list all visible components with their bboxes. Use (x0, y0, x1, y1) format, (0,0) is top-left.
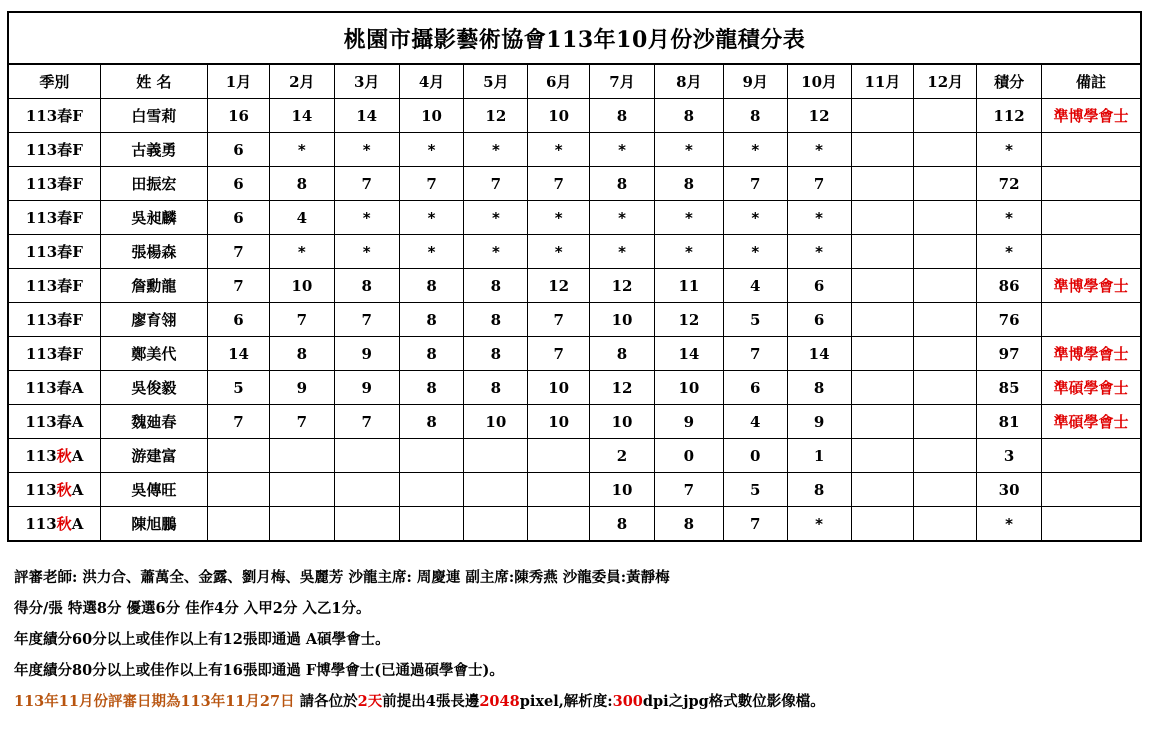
month-score: * (464, 201, 528, 235)
month-score: 8 (399, 337, 464, 371)
table-row (8, 337, 1141, 371)
column-header: 姓 名 (100, 64, 207, 99)
month-score: 6 (208, 303, 270, 337)
month-score: 10 (269, 269, 334, 303)
season-part: 春 (56, 413, 72, 431)
month-score: * (723, 133, 787, 167)
month-score: 7 (334, 167, 399, 201)
season-part: F (72, 141, 83, 159)
month-score (528, 439, 590, 473)
month-score: * (334, 201, 399, 235)
month-score: 8 (464, 371, 528, 405)
month-score: * (654, 201, 723, 235)
member-name: 魏廸春 (100, 405, 207, 439)
column-header: 11月 (851, 64, 914, 99)
remark-cell: 準博學會士 (1042, 337, 1142, 371)
total-score: 3 (977, 439, 1042, 473)
remark-cell (1042, 303, 1142, 337)
month-score: 7 (723, 167, 787, 201)
total-score: * (977, 507, 1042, 542)
member-name: 吳昶麟 (100, 201, 207, 235)
month-score: * (654, 235, 723, 269)
month-score: 8 (590, 99, 655, 133)
season-part: A (71, 447, 84, 465)
column-header: 7月 (590, 64, 655, 99)
column-header: 6月 (528, 64, 590, 99)
month-score (464, 507, 528, 542)
month-score: * (334, 133, 399, 167)
total-score: 97 (977, 337, 1042, 371)
season-part: 春 (57, 277, 73, 295)
month-score: 1 (787, 439, 851, 473)
month-score: 7 (528, 167, 590, 201)
column-header: 備註 (1042, 64, 1142, 99)
month-score: 8 (399, 303, 464, 337)
member-name: 陳旭鵬 (100, 507, 207, 542)
month-score: 14 (269, 99, 334, 133)
month-score (851, 167, 914, 201)
deadline-text: 前提出4張長邊 (382, 693, 480, 710)
season-part: 春 (57, 175, 73, 193)
month-score: 4 (723, 405, 787, 439)
season-part: 春 (57, 243, 73, 261)
page-title: 桃園市攝影藝術協會113年10月份沙龍積分表 (8, 12, 1141, 64)
month-score: * (399, 201, 464, 235)
season-cell (8, 337, 100, 371)
season-cell (8, 99, 100, 133)
month-score: 8 (399, 371, 464, 405)
month-score: 6 (208, 201, 270, 235)
season-part: F (72, 277, 83, 295)
remark-cell (1042, 507, 1142, 542)
month-score: 9 (787, 405, 851, 439)
deadline-text: dpi之jpg格式數位影像檔。 (642, 693, 825, 710)
month-score: 0 (723, 439, 787, 473)
table-row (8, 507, 1141, 542)
deadline-text: pixel,解析度: (519, 693, 613, 710)
season-part: 113 (25, 209, 58, 227)
month-score (334, 473, 399, 507)
month-score: 14 (208, 337, 270, 371)
month-score: 7 (399, 167, 464, 201)
month-score (269, 507, 334, 542)
season-part: 秋 (56, 481, 72, 499)
month-score (851, 201, 914, 235)
deadline-dpi: 300 (612, 693, 643, 710)
month-score: 8 (334, 269, 399, 303)
month-score: 7 (528, 337, 590, 371)
month-score (464, 439, 528, 473)
month-score: * (399, 133, 464, 167)
month-score: 10 (464, 405, 528, 439)
table-row (8, 167, 1141, 201)
month-score (914, 201, 977, 235)
table-body (8, 99, 1141, 542)
month-score: 10 (590, 473, 655, 507)
month-score (914, 303, 977, 337)
month-score (464, 473, 528, 507)
month-score: 7 (334, 405, 399, 439)
table-row (8, 201, 1141, 235)
column-header: 2月 (269, 64, 334, 99)
month-score: * (590, 235, 655, 269)
table-row (8, 473, 1141, 507)
season-part: F (72, 107, 83, 125)
month-score: 9 (654, 405, 723, 439)
remark-cell (1042, 201, 1142, 235)
month-score: 4 (723, 269, 787, 303)
season-part: A (71, 413, 84, 431)
month-score: 10 (590, 303, 655, 337)
month-score: 8 (590, 507, 655, 542)
month-score: * (269, 235, 334, 269)
season-part: 秋 (56, 447, 72, 465)
month-score: 8 (464, 337, 528, 371)
season-part: 113 (25, 243, 58, 261)
month-score (914, 235, 977, 269)
month-score (914, 507, 977, 542)
month-score (914, 337, 977, 371)
month-score: 9 (334, 371, 399, 405)
season-cell (8, 235, 100, 269)
season-part: 春 (57, 209, 73, 227)
member-name: 游建富 (100, 439, 207, 473)
member-name: 古義勇 (100, 133, 207, 167)
month-score (334, 507, 399, 542)
table-row (8, 99, 1141, 133)
remark-cell (1042, 167, 1142, 201)
month-score: 8 (464, 269, 528, 303)
column-header: 10月 (787, 64, 851, 99)
member-name: 鄭美代 (100, 337, 207, 371)
month-score: 10 (399, 99, 464, 133)
month-score (914, 439, 977, 473)
column-header: 積分 (977, 64, 1042, 99)
scoring-line: 得分/張 特選8分 優選6分 佳作4分 入甲2分 入乙1分。 (14, 600, 371, 617)
month-score: * (723, 235, 787, 269)
month-score: 8 (269, 337, 334, 371)
month-score: 7 (208, 405, 270, 439)
column-header: 5月 (464, 64, 528, 99)
season-cell (8, 405, 100, 439)
month-score: * (464, 235, 528, 269)
column-header: 季別 (8, 64, 100, 99)
month-score: 10 (528, 371, 590, 405)
month-score: 7 (787, 167, 851, 201)
month-score (851, 303, 914, 337)
deadline-pixels: 2048 (479, 693, 520, 710)
season-cell (8, 507, 100, 542)
month-score: 6 (787, 269, 851, 303)
month-score (399, 439, 464, 473)
month-score: 7 (269, 405, 334, 439)
month-score (528, 507, 590, 542)
month-score: 4 (269, 201, 334, 235)
season-part: 秋 (56, 515, 72, 533)
table-row (8, 269, 1141, 303)
deadline-date: 113年11月份評審日期為113年11月27日 (14, 693, 295, 710)
month-score (851, 371, 914, 405)
season-part: 113 (25, 447, 57, 465)
month-score (851, 99, 914, 133)
rule-f-line: 年度績分80分以上或佳作以上有16張即通過 F博學會士(已通過碩學會士)。 (14, 662, 504, 679)
month-score: 12 (787, 99, 851, 133)
season-part: 春 (57, 311, 73, 329)
month-score: 8 (399, 269, 464, 303)
month-score: 9 (269, 371, 334, 405)
total-score: 81 (977, 405, 1042, 439)
month-score: 8 (654, 99, 723, 133)
month-score (914, 473, 977, 507)
month-score: 14 (787, 337, 851, 371)
month-score: 8 (399, 405, 464, 439)
season-part: 113 (25, 107, 58, 125)
month-score: * (654, 133, 723, 167)
month-score: * (269, 133, 334, 167)
month-score: 14 (334, 99, 399, 133)
score-table (7, 11, 1142, 542)
month-score (269, 439, 334, 473)
season-part: 113 (25, 413, 57, 431)
month-score: 8 (723, 99, 787, 133)
month-score: 5 (723, 303, 787, 337)
month-score: 8 (269, 167, 334, 201)
season-part: A (71, 481, 84, 499)
month-score: 6 (787, 303, 851, 337)
season-part: 113 (25, 311, 58, 329)
month-score (851, 133, 914, 167)
month-score: 7 (269, 303, 334, 337)
season-part: F (72, 175, 83, 193)
season-cell (8, 303, 100, 337)
deadline-days: 2天 (357, 693, 383, 710)
month-score: 10 (528, 405, 590, 439)
season-cell (8, 133, 100, 167)
month-score: 6 (208, 133, 270, 167)
month-score: 7 (208, 269, 270, 303)
month-score (851, 269, 914, 303)
total-score: 112 (977, 99, 1042, 133)
season-cell (8, 201, 100, 235)
season-part: F (72, 243, 83, 261)
table-row (8, 235, 1141, 269)
month-score (914, 371, 977, 405)
month-score (208, 473, 270, 507)
table-row (8, 405, 1141, 439)
season-cell (8, 439, 100, 473)
month-score (851, 473, 914, 507)
remark-cell (1042, 473, 1142, 507)
season-cell (8, 269, 100, 303)
season-part: 春 (57, 141, 73, 159)
season-part: 春 (56, 379, 72, 397)
header-row (8, 64, 1141, 99)
table-row (8, 133, 1141, 167)
month-score: * (334, 235, 399, 269)
month-score: 12 (590, 371, 655, 405)
notes-section (14, 562, 1144, 717)
season-part: 113 (25, 175, 58, 193)
member-name: 吳傳旺 (100, 473, 207, 507)
month-score (851, 235, 914, 269)
total-score: 86 (977, 269, 1042, 303)
month-score: 12 (654, 303, 723, 337)
remark-cell: 準博學會士 (1042, 99, 1142, 133)
month-score: * (787, 201, 851, 235)
month-score: * (787, 507, 851, 542)
season-part: 春 (57, 345, 73, 363)
month-score: 0 (654, 439, 723, 473)
month-score: 10 (528, 99, 590, 133)
month-score: 8 (654, 507, 723, 542)
table-row (8, 439, 1141, 473)
season-part: F (72, 345, 83, 363)
table-row (8, 371, 1141, 405)
remark-cell (1042, 133, 1142, 167)
season-part: 113 (25, 345, 58, 363)
remark-cell (1042, 235, 1142, 269)
month-score: 8 (787, 371, 851, 405)
total-score: * (977, 235, 1042, 269)
month-score (914, 167, 977, 201)
month-score (851, 337, 914, 371)
season-part: 113 (25, 515, 57, 533)
column-header: 8月 (654, 64, 723, 99)
month-score: * (723, 201, 787, 235)
table-row (8, 303, 1141, 337)
month-score (914, 269, 977, 303)
season-cell (8, 473, 100, 507)
month-score: * (787, 133, 851, 167)
month-score: 16 (208, 99, 270, 133)
month-score: * (787, 235, 851, 269)
total-score: 30 (977, 473, 1042, 507)
total-score: 72 (977, 167, 1042, 201)
month-score: 6 (723, 371, 787, 405)
rule-a-line: 年度績分60分以上或佳作以上有12張即通過 A碩學會士。 (14, 631, 390, 648)
total-score: 85 (977, 371, 1042, 405)
total-score: * (977, 133, 1042, 167)
month-score: 5 (208, 371, 270, 405)
month-score: 7 (723, 507, 787, 542)
member-name: 白雪莉 (100, 99, 207, 133)
remark-cell: 準碩學會士 (1042, 405, 1142, 439)
month-score: 10 (654, 371, 723, 405)
season-part: A (71, 515, 84, 533)
month-score: 14 (654, 337, 723, 371)
month-score: 10 (590, 405, 655, 439)
member-name: 張楊森 (100, 235, 207, 269)
month-score: * (590, 201, 655, 235)
month-score: 12 (528, 269, 590, 303)
judges-line: 評審老師: 洪力合、蕭萬全、金露、劉月梅、吳麗芳 沙龍主席: 周慶連 副主席:陳秀燕 沙龍委員:黃靜梅 (14, 569, 670, 586)
month-score: * (528, 235, 590, 269)
month-score (334, 439, 399, 473)
column-header: 4月 (399, 64, 464, 99)
month-score (208, 439, 270, 473)
month-score (851, 439, 914, 473)
month-score (851, 405, 914, 439)
month-score: 8 (464, 303, 528, 337)
month-score: * (464, 133, 528, 167)
member-name: 詹勳龍 (100, 269, 207, 303)
member-name: 田振宏 (100, 167, 207, 201)
month-score: 8 (590, 337, 655, 371)
column-header: 12月 (914, 64, 977, 99)
total-score: 76 (977, 303, 1042, 337)
month-score (914, 405, 977, 439)
month-score (269, 473, 334, 507)
deadline-text: 請各位於 (294, 693, 358, 710)
remark-cell: 準博學會士 (1042, 269, 1142, 303)
month-score (851, 507, 914, 542)
season-cell (8, 167, 100, 201)
season-part: A (71, 379, 84, 397)
month-score: * (590, 133, 655, 167)
month-score (208, 507, 270, 542)
month-score (399, 473, 464, 507)
deadline-line (14, 686, 1144, 717)
month-score: 9 (334, 337, 399, 371)
column-header: 1月 (208, 64, 270, 99)
month-score: 11 (654, 269, 723, 303)
season-part: 113 (25, 481, 57, 499)
remark-cell: 準碩學會士 (1042, 371, 1142, 405)
member-name: 廖育翎 (100, 303, 207, 337)
season-part: 春 (57, 107, 73, 125)
month-score: * (528, 133, 590, 167)
month-score: 12 (590, 269, 655, 303)
month-score: 8 (787, 473, 851, 507)
column-header: 3月 (334, 64, 399, 99)
remark-cell (1042, 439, 1142, 473)
column-header: 9月 (723, 64, 787, 99)
month-score (914, 99, 977, 133)
month-score (914, 133, 977, 167)
month-score: 7 (528, 303, 590, 337)
month-score: 7 (654, 473, 723, 507)
season-part: 113 (25, 379, 57, 397)
month-score: 7 (464, 167, 528, 201)
month-score: 8 (590, 167, 655, 201)
season-part: F (72, 311, 83, 329)
month-score: 12 (464, 99, 528, 133)
month-score (399, 507, 464, 542)
month-score: 5 (723, 473, 787, 507)
member-name: 吳俊毅 (100, 371, 207, 405)
month-score (528, 473, 590, 507)
month-score: * (399, 235, 464, 269)
month-score: 2 (590, 439, 655, 473)
season-part: 113 (25, 141, 58, 159)
month-score: 7 (723, 337, 787, 371)
total-score: * (977, 201, 1042, 235)
season-part: 113 (25, 277, 58, 295)
month-score: 7 (208, 235, 270, 269)
season-part: F (72, 209, 83, 227)
season-cell (8, 371, 100, 405)
month-score: 7 (334, 303, 399, 337)
month-score: 8 (654, 167, 723, 201)
month-score: 6 (208, 167, 270, 201)
month-score: * (528, 201, 590, 235)
